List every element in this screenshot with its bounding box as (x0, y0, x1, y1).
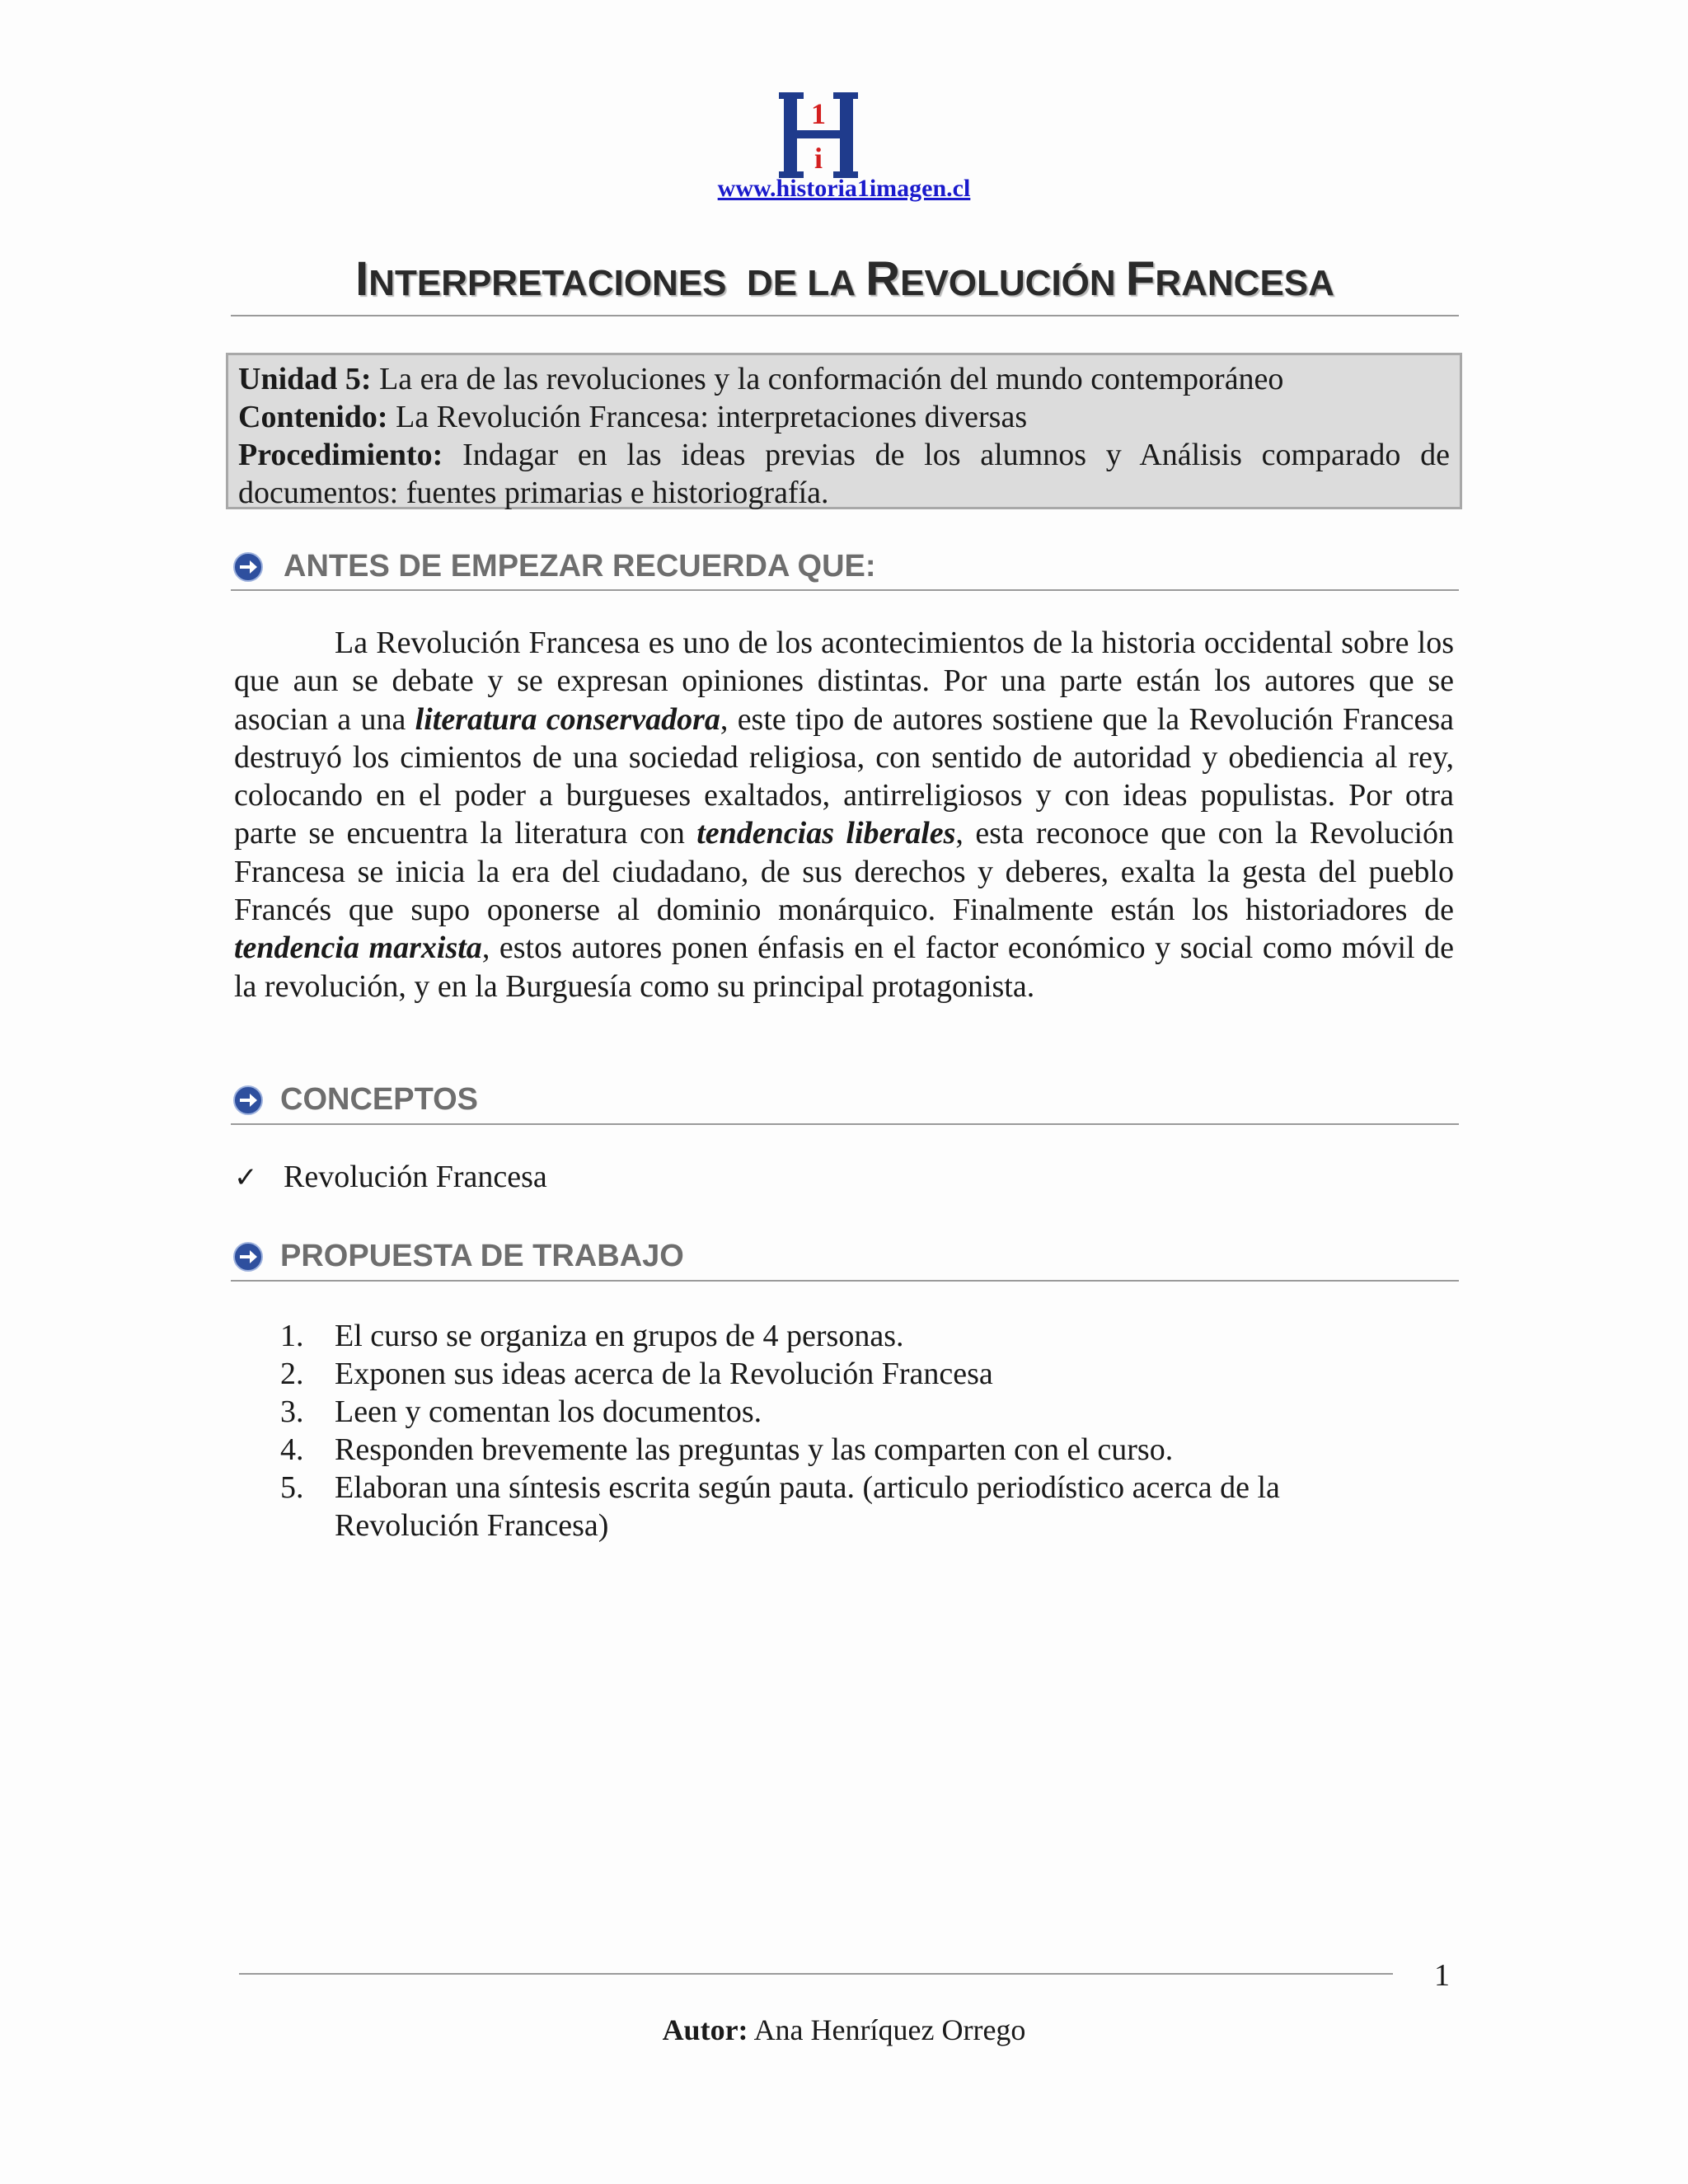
arrow-right-circle-icon (232, 1241, 264, 1272)
step-number: 3. (280, 1394, 304, 1429)
svg-text:i: i (814, 142, 823, 175)
work-steps-list (280, 1317, 1368, 1544)
step-text: Leen y comentan los documentos. (335, 1394, 762, 1429)
step-number: 2. (280, 1357, 304, 1391)
page-title (231, 251, 1459, 307)
historia1imagen-logo (779, 92, 858, 178)
list-item (280, 1355, 1368, 1393)
contenido-line (238, 398, 1450, 436)
paragraph-text: , este tipo de autores sostiene que la Revolución Francesa destruyó los cimientos de una sociedad religiosa, con sentido de autoridad y obediencia al rey, colocando en el poder a burgueses exaltados, antirreligiosos y con ideas populistas. Por otra parte se encuentra la literatura con (234, 701, 1454, 851)
section-antes-divider (231, 589, 1459, 591)
author-name: Ana Henríquez Orrego (753, 2013, 1026, 2046)
emphasis-conservadora: literatura conservadora (415, 701, 720, 737)
title-word: DE LA (746, 263, 856, 303)
title-word: EVOLUCIÓN (900, 263, 1116, 303)
step-number: 4. (280, 1432, 304, 1467)
footer-divider (239, 1973, 1393, 1975)
procedimiento-value: Indagar en las ideas previas de los alumnos y Análisis comparado de documentos: fuentes primarias e historiografía. (238, 438, 1450, 510)
arrow-right-circle-icon (232, 1085, 264, 1116)
list-item (280, 1393, 1368, 1431)
contenido-value: La Revolución Francesa: interpretaciones diversas (396, 400, 1028, 434)
title-initial: I (355, 252, 369, 306)
step-number: 1. (280, 1319, 304, 1353)
author-line (0, 2013, 1688, 2047)
title-word: RANCESA (1155, 263, 1334, 303)
list-item (280, 1469, 1368, 1544)
paragraph-text: La Revolución Francesa es uno de los acontecimientos de la historia occidental sobre los que aun se debate y se expresan opiniones distintas. Por una parte están los autores que se asocian a una (234, 626, 1454, 737)
concept-label: Revolución Francesa (284, 1160, 547, 1194)
paragraph-text: , esta reconoce que con la Revolución Francesa se inicia la era del ciudadano, de sus derechos y deberes, exalta la gesta del pueblo Francés que supo oponerse al dominio monárquico. Finalmente están los historiadores de (234, 816, 1454, 928)
procedimiento-line (238, 436, 1450, 512)
section-propuesta-label: PROPUESTA DE TRABAJO (280, 1239, 684, 1273)
section-conceptos-label: CONCEPTOS (280, 1082, 479, 1117)
section-antes-label: ANTES DE EMPEZAR RECUERDA QUE: (284, 549, 876, 583)
title-word: NTERPRETACIONES (368, 263, 727, 303)
title-initial: F (1125, 252, 1156, 306)
section-conceptos-divider (231, 1123, 1459, 1125)
procedimiento-label: Procedimiento: (238, 438, 443, 472)
author-label: Autor: (662, 2013, 748, 2046)
unidad-label: Unidad 5: (238, 362, 372, 396)
emphasis-marxista: tendencia marxista (234, 930, 482, 966)
unit-info-box (226, 353, 1462, 509)
contenido-label: Contenido: (238, 400, 388, 434)
unidad-line (238, 360, 1450, 398)
step-number: 5. (280, 1470, 304, 1505)
step-text: Exponen sus ideas acerca de la Revolución Francesa (335, 1357, 993, 1391)
list-item (280, 1317, 1368, 1355)
list-item (280, 1431, 1368, 1469)
title-initial: R (865, 252, 901, 306)
svg-text:1: 1 (811, 97, 826, 130)
section-propuesta-divider (231, 1280, 1459, 1282)
concept-item (234, 1159, 547, 1195)
emphasis-liberales: tendencias liberales (696, 816, 956, 851)
page-number: 1 (1434, 1958, 1450, 1993)
arrow-right-circle-icon (232, 551, 264, 583)
unidad-value: La era de las revoluciones y la conformación del mundo contemporáneo (379, 362, 1284, 396)
site-url-link[interactable]: www.historia1imagen.cl (717, 175, 971, 202)
step-text: Responden brevemente las preguntas y las comparten con el curso. (335, 1432, 1174, 1467)
title-divider (231, 315, 1459, 316)
step-text: El curso se organiza en grupos de 4 personas. (335, 1319, 904, 1353)
checkmark-icon: ✓ (234, 1161, 258, 1194)
intro-paragraph (234, 624, 1454, 1005)
step-text: Elaboran una síntesis escrita según pauta. (articulo periodístico acerca de la Revolución Francesa) (335, 1470, 1280, 1543)
paragraph-text: , estos autores ponen énfasis en el factor económico y social como móvil de la revolución, y en la Burguesía como su principal protagonista. (234, 930, 1455, 1004)
